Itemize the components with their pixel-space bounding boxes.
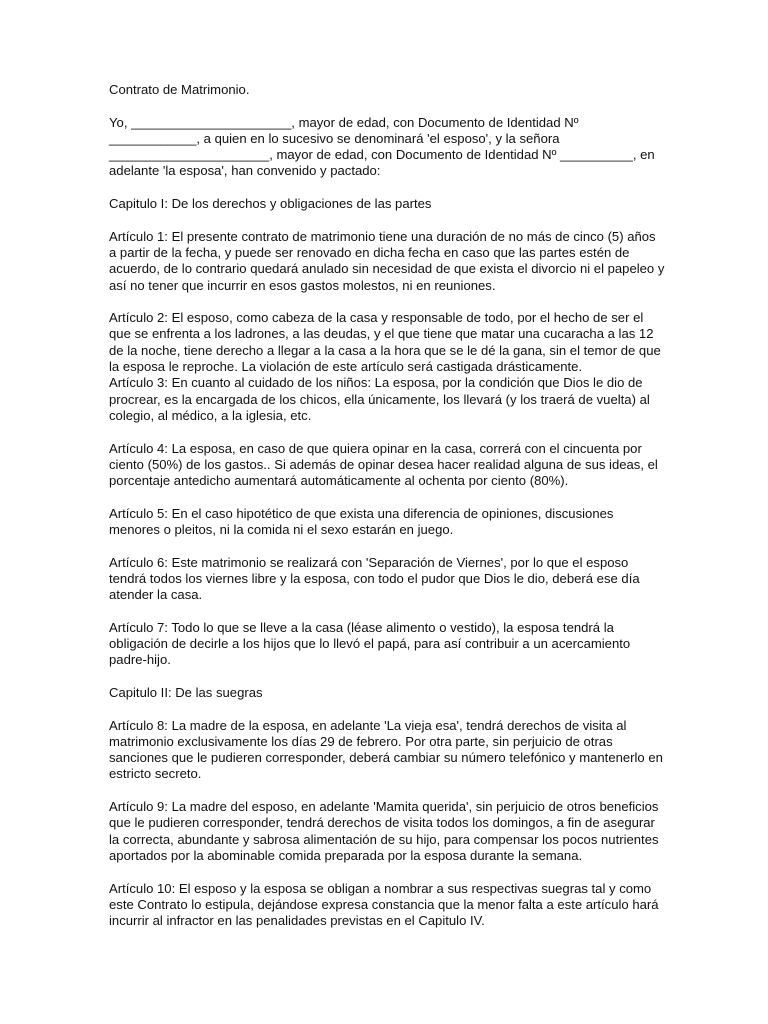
article-6 [109,555,661,604]
article-7 [109,620,661,669]
text-line: a partir de la fecha, y puede ser renovado en dicha fecha en caso que las partes estén de [109,244,630,260]
chapter-2-heading [109,685,661,701]
text-line: así no tener que incurrir en esos gastos molestos, ni en reuniones. [109,277,496,293]
text-line: sanciones que le pudieren corresponder, deberá cambiar su número telefónico y mantenerlo en [109,750,663,766]
text-line: obligación de decirle a los hijos que lo llevó el papá, para así contribuir a un acercamiento [109,636,631,652]
text-line: menores o pleitos, ni la comida ni el sexo estarán en juego. [109,522,454,538]
article-2 [109,310,661,375]
article-8 [109,718,661,783]
text-line: matrimonio exclusivamente los días 29 de febrero. Por otra parte, sin perjuicio de otras [109,733,613,749]
document-page [109,82,665,946]
intro-paragraph [109,115,661,180]
text-line: padre-hijo. [109,652,171,668]
text-line: la esposa le reproche. La violación de este artículo será castigada drásticamente. [109,359,583,375]
text-line: incurrir al infractor en las penalidades previstas en el Capitulo IV. [109,913,485,929]
article-1 [109,228,665,294]
article-9 [109,799,661,864]
article-4 [109,441,661,490]
text-line: que se enfrenta a los ladrones, a las deudas, y el que tiene que matar una cucaracha a las 12 [109,326,654,342]
text-line: colegio, al médico, a la iglesia, etc. [109,407,312,423]
text-line: que le pudieren corresponder, tendrá derechos de visita todos los domingos, a fin de asegurar [109,815,655,831]
text-line: Artículo 10: El esposo y la esposa se obligan a nombrar a sus respectivas suegras tal y como [109,880,652,896]
text-line: ______________________, mayor de edad, con Documento de Identidad Nº __________, en [109,147,655,163]
text-line: Artículo 4: La esposa, en caso de que quiera opinar en la casa, correrá con el cincuenta por [109,440,642,456]
chapter-1-heading [109,196,661,212]
text-line: adelante 'la esposa', han convenido y pactado: [109,163,381,179]
article-5 [109,506,661,539]
text-line: Artículo 9: La madre del esposo, en adelante 'Mamita querida', sin perjuicio de otros beneficios [109,799,659,815]
text-line: Artículo 6: Este matrimonio se realizará con 'Separación de Viernes', por lo que el esposo [109,554,629,570]
text-line: este Contrato lo estipula, dejándose expresa constancia que la menor falta a este artículo hará [109,896,659,912]
text-line: tendrá todos los viernes libre y la esposa, con todo el pudor que Dios le dio, deberá ese día [109,570,640,586]
text-line: Artículo 8: La madre de la esposa, en adelante 'La vieja esa', tendrá derechos de visita al [109,717,627,733]
article-3 [109,375,661,424]
text-line: estricto secreto. [109,766,202,782]
text-line: procrear, es la encargada de los chicos, ella únicamente, los llevará (y los traerá de vuelta) al [109,391,650,407]
text-line: atender la casa. [109,587,203,603]
text-line: Yo, ______________________, mayor de edad, con Documento de Identidad Nº [109,114,579,130]
text-line: Contrato de Matrimonio. [109,82,250,97]
document-title [109,82,661,98]
text-line: Artículo 7: Todo lo que se lleve a la casa (léase alimento o vestido), la esposa tendrá la [109,619,614,635]
article-10 [109,881,661,930]
text-line: porcentaje antedicho aumentará automáticamente al ochenta por ciento (80%). [109,473,569,489]
text-line: de la noche, tiene derecho a llegar a la casa a la hora que se le dé la gana, sin el temor de que [109,342,661,358]
text-line: Capitulo I: De los derechos y obligaciones de las partes [109,196,432,212]
text-line: ____________, a quien en lo sucesivo se denominará 'el esposo', y la señora [109,130,560,146]
text-line: Capitulo II: De las suegras [109,684,263,700]
text-line: Artículo 1: El presente contrato de matrimonio tiene una duración de no más de cinco (5) años [109,228,656,244]
text-line: aportados por la abominable comida preparada por la esposa durante la semana. [109,847,583,863]
text-line: Artículo 5: En el caso hipotético de que exista una diferencia de opiniones, discusiones [109,505,614,521]
text-line: Artículo 3: En cuanto al cuidado de los niños: La esposa, por la condición que Dios le dio de [109,375,643,391]
text-line: la correcta, abundante y sabrosa alimentación de su hijo, para compensar los pocos nutrientes [109,831,659,847]
text-line: acuerdo, de lo contrario quedará anulado sin necesidad de que exista el divorcio ni el papeleo y [109,261,665,277]
text-line: ciento (50%) de los gastos.. Si además de opinar desea hacer realidad alguna de sus ideas, el [109,456,658,472]
text-line: Artículo 2: El esposo, como cabeza de la casa y responsable de todo, por el hecho de ser el [109,310,644,326]
